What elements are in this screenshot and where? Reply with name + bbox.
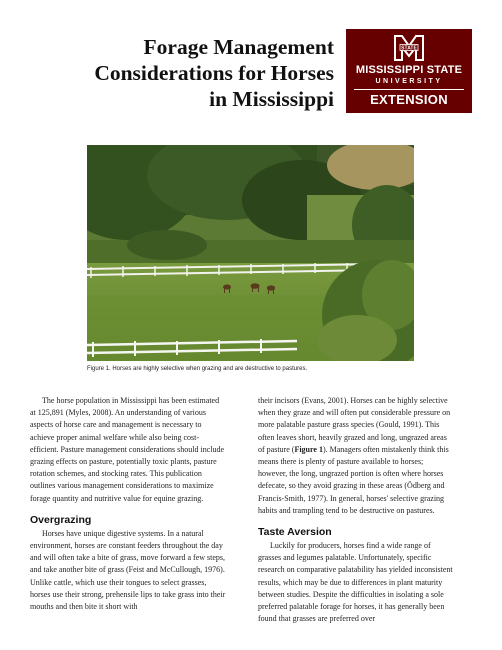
right-column	[258, 395, 454, 625]
overgrazing-continued-text-b: ). Managers often mistakenly think this means there is plenty of pasture available to horses; however, the long, ungrazed portion is often where horses defecate, so they avoid grazing in these areas (Ödberg and Francis-Smith, 1977). In general, horses' selective grazing habits and trampling tend to be destructive on pastures.	[258, 444, 449, 515]
pasture-photo	[87, 145, 414, 361]
left-column	[30, 395, 226, 613]
overgrazing-paragraph: Horses have unique digestive systems. In a natural environment, horses are constant feeders throughout the day and will often take a bite of grass, move forward a few steps, and take another bite of grass (Feist and McCullough, 1976). Unlike cattle, which use their tongues to select grasses, horses use their strong, prehensile lips to take grass into their mouths and then bite it short with	[30, 528, 226, 612]
logo-university-name: MISSISSIPPI STATE	[355, 64, 463, 76]
figure-caption: Figure 1. Horses are highly selective when grazing and are destructive to pastures.	[87, 366, 308, 372]
title-line-3: in Mississippi	[209, 87, 334, 111]
msu-extension-logo	[346, 29, 472, 113]
title-line-2: Considerations for Horses	[94, 61, 334, 85]
logo-university-label: UNIVERSITY	[375, 78, 443, 85]
title-line-1: Forage Management	[143, 35, 334, 59]
logo-mark-text: STATE	[401, 45, 417, 52]
overgrazing-heading: Overgrazing	[30, 513, 92, 526]
overgrazing-continued-paragraph	[258, 395, 454, 517]
msu-m-emblem-icon	[393, 34, 425, 62]
intro-paragraph: The horse population in Mississippi has been estimated at 125,891 (Myles, 2008). An understanding of various aspects of horse care and management is necessary to achieve proper animal welfare while also being cost-efficient. Pasture management considerations should include grazing effects on pasture, potentially toxic plants, pasture rotation schemes, and stocking rates. This publication outlines various management considerations to maximize forage quantity and nutritive value for equine grazing.	[30, 396, 225, 503]
taste-aversion-paragraph: Luckily for producers, horses find a wide range of grasses and legumes palatable. Unfortunately, specific research on comparative palatability has yielded inconsistent results, which may be due to differences in plant maturity between studies. Despite the difficulties in isolating a sole preferred palatable forage for horses, it has generally been found that grasses are preferred over	[258, 541, 453, 624]
logo-extension-label: EXTENSION	[370, 92, 448, 107]
document-title	[40, 34, 334, 112]
overgrazing-continued-text-a: their incisors (Evans, 2001). Horses can be highly selective when they graze and will often put considerable pressure on more palatable pasture grass species (Gould, 1991). This often leaves short, heavily grazed and long, ungrazed areas of pasture (	[258, 396, 451, 454]
taste-aversion-heading: Taste Aversion	[258, 526, 332, 539]
figure-reference: Figure 1	[294, 444, 323, 454]
logo-divider	[354, 89, 464, 90]
